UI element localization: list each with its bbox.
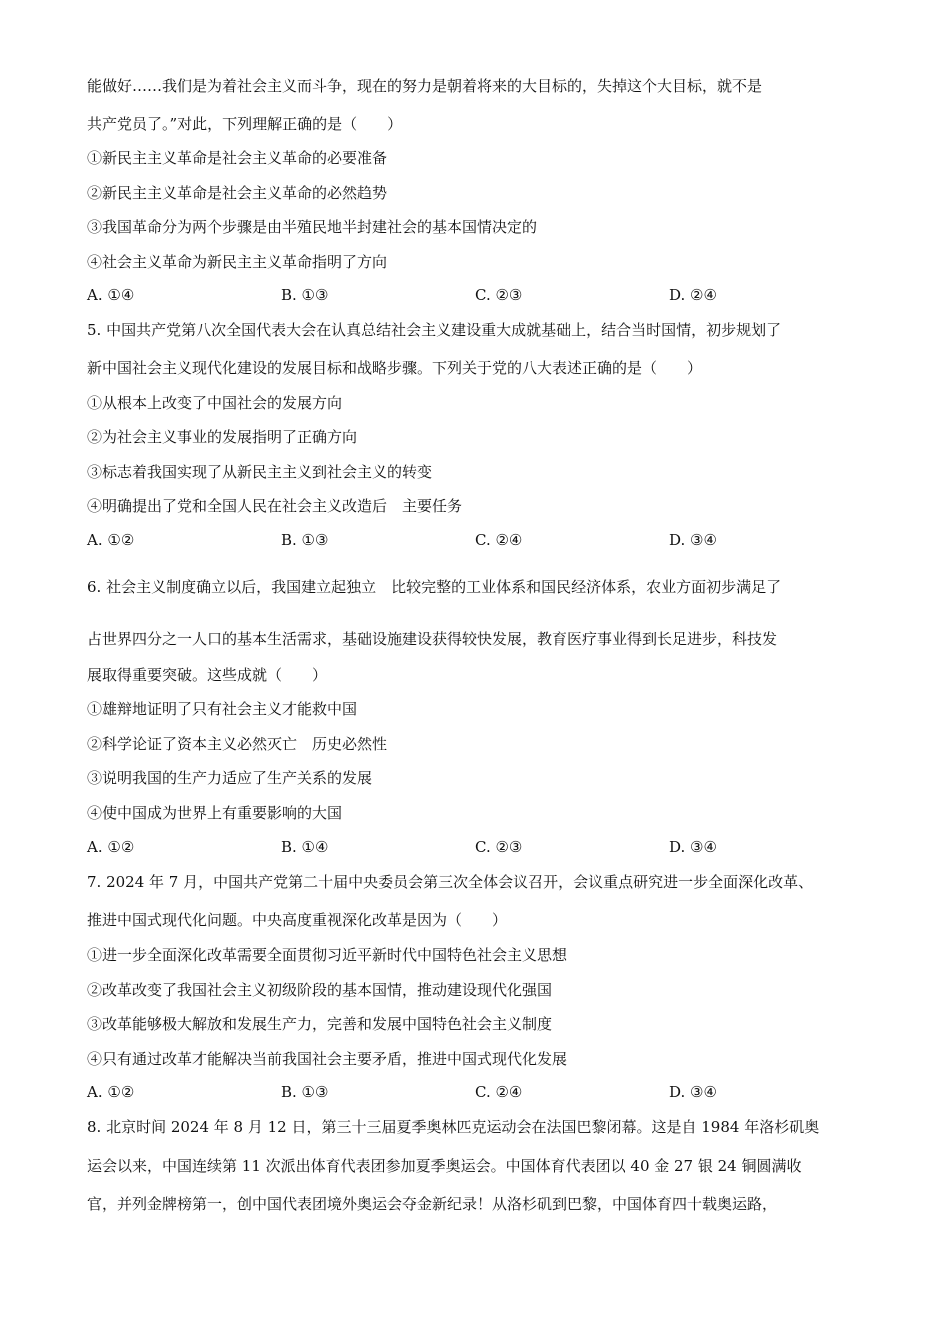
- q5-option-d: D. ③④: [669, 531, 717, 549]
- q6-item-2: ②科学论证了资本主义必然灭亡 历史必然性: [87, 735, 388, 753]
- q8-stem-line-2: 运会以来，中国连续第 11 次派出体育代表团参加夏季奥运会。中国体育代表团以 40 金 27 银 24 铜圆满收: [87, 1157, 802, 1175]
- q5-item-3: ③标志着我国实现了从新民主主义到社会主义的转变: [87, 463, 433, 481]
- q6-stem-line-3: 展取得重要突破。这些成就（ ）: [87, 666, 328, 684]
- q7-item-2: ②改革改变了我国社会主义初级阶段的基本国情，推动建设现代化强国: [87, 981, 553, 999]
- q5-option-a: A. ①②: [87, 531, 135, 549]
- q7-option-d: D. ③④: [669, 1083, 717, 1101]
- q4-stem-line-1: 能做好……我们是为着社会主义而斗争，现在的努力是朝着将来的大目标的，失掉这个大目标，就不是: [87, 77, 763, 95]
- q7-option-b: B. ①③: [281, 1083, 329, 1101]
- q6-option-c: C. ②③: [475, 838, 523, 856]
- q6-stem-line-1: 6. 社会主义制度确立以后，我国建立起独立 比较完整的工业体系和国民经济体系，农业方面初步满足了: [87, 578, 782, 596]
- q4-option-a: A. ①④: [87, 286, 135, 304]
- q4-item-2: ②新民主主义革命是社会主义革命的必然趋势: [87, 184, 388, 202]
- q7-stem-line-2: 推进中国式现代化问题。中央高度重视深化改革是因为（ ）: [87, 911, 508, 929]
- q6-stem-line-2: 占世界四分之一人口的基本生活需求，基础设施建设获得较快发展，教育医疗事业得到长足进步，科技发: [87, 630, 778, 648]
- q7-stem-line-1: 7. 2024 年 7 月，中国共产党第二十届中央委员会第三次全体会议召开，会议重点研究进一步全面深化改革、: [87, 873, 814, 891]
- q6-item-1: ①雄辩地证明了只有社会主义才能救中国: [87, 700, 358, 718]
- q7-item-3: ③改革能够极大解放和发展生产力，完善和发展中国特色社会主义制度: [87, 1015, 553, 1033]
- q7-option-a: A. ①②: [87, 1083, 135, 1101]
- q6-options: [87, 837, 847, 857]
- q6-item-3: ③说明我国的生产力适应了生产关系的发展: [87, 769, 373, 787]
- q4-option-b: B. ①③: [281, 286, 329, 304]
- q7-option-c: C. ②④: [475, 1083, 523, 1101]
- q4-item-1: ①新民主主义革命是社会主义革命的必要准备: [87, 149, 388, 167]
- q5-stem-line-2: 新中国社会主义现代化建设的发展目标和战略步骤。下列关于党的八大表述正确的是（ ）: [87, 359, 703, 377]
- q4-option-d: D. ②④: [669, 286, 717, 304]
- q5-item-1: ①从根本上改变了中国社会的发展方向: [87, 394, 343, 412]
- q5-stem-line-1: 5. 中国共产党第八次全国代表大会在认真总结社会主义建设重大成就基础上，结合当时国情，初步规划了: [87, 321, 782, 339]
- q6-item-4: ④使中国成为世界上有重要影响的大国: [87, 804, 343, 822]
- q5-option-c: C. ②④: [475, 531, 523, 549]
- q4-item-3: ③我国革命分为两个步骤是由半殖民地半封建社会的基本国情决定的: [87, 218, 538, 236]
- q7-item-4: ④只有通过改革才能解决当前我国社会主要矛盾，推进中国式现代化发展: [87, 1050, 568, 1068]
- q4-stem-line-2: 共产党员了。”对此，下列理解正确的是（ ）: [87, 115, 403, 133]
- q7-options: [87, 1082, 847, 1102]
- q6-option-d: D. ③④: [669, 838, 717, 856]
- q5-item-2: ②为社会主义事业的发展指明了正确方向: [87, 428, 358, 446]
- q8-stem-line-3: 官，并列金牌榜第一，创中国代表团境外奥运会夺金新纪录！从洛杉矶到巴黎，中国体育四十载奥运路，: [87, 1195, 778, 1213]
- q4-item-4: ④社会主义革命为新民主主义革命指明了方向: [87, 253, 388, 271]
- q5-item-4: ④明确提出了党和全国人民在社会主义改造后 主要任务: [87, 497, 463, 515]
- q4-option-c: C. ②③: [475, 286, 523, 304]
- q4-options: [87, 285, 847, 305]
- q5-option-b: B. ①③: [281, 531, 329, 549]
- q6-option-b: B. ①④: [281, 838, 329, 856]
- q5-options: [87, 530, 847, 550]
- q7-item-1: ①进一步全面深化改革需要全面贯彻习近平新时代中国特色社会主义思想: [87, 946, 568, 964]
- q6-option-a: A. ①②: [87, 838, 135, 856]
- q8-stem-line-1: 8. 北京时间 2024 年 8 月 12 日，第三十三届夏季奥林匹克运动会在法国巴黎闭幕。这是自 1984 年洛杉矶奥: [87, 1118, 820, 1136]
